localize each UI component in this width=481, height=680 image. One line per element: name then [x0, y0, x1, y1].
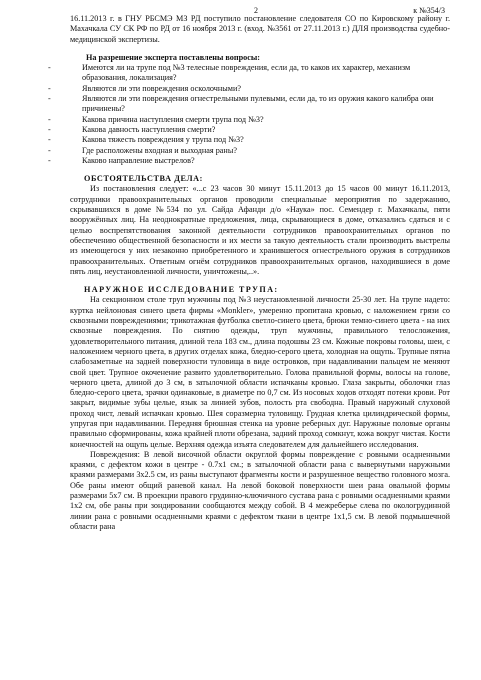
question-item: - Имеются ли на трупе под №3 телесные повреждения, если да, то каков их характер, механизм образования, локализация? — [70, 63, 450, 84]
question-item: - Являются ли эти повреждения осколочными? — [70, 84, 450, 94]
questions-title: На разрешение эксперта поставлены вопросы: — [86, 52, 260, 62]
question-item: - Где расположены входная и выходная раны? — [70, 146, 450, 156]
circumstances-paragraph: Из постановления следует: «...с 23 часов 30 минут 15.11.2013 до 15 часов 00 минут 16.11.2013, сотрудники правоохранительных органов проводили специальные мероприятия по задержанию, скрывавшихся в доме №534 по ул. Сайда Афанди д/о «Наука» пос. Семендер г. Махачкалы, пяти вооружённых лиц. На неоднократные предложения, лица, скрывающиеся в доме, отказались сдаться и с целью воспрепятствования законной деятельности сотрудников правоохранительных органов по обеспечению общественной безопасности и их мести за такую деятельность стали производить выстрелы из имеющегося у них незаконно приобретенного и хранившегося огнестрельного оружия в сотрудников правоохранительных. Ответным огнём сотрудников правоохранительных органов, находившиеся в доме пять лиц, неустановленной личности, уничтожены,..». — [70, 184, 450, 276]
external-exam-heading: НАРУЖНОЕ ИССЛЕДОВАНИЕ ТРУПА: — [84, 285, 279, 295]
question-item: - Какова тяжесть повреждения у трупа под №3? — [70, 135, 450, 145]
external-exam-paragraph: На секционном столе труп мужчины под №3 неустановленной личности 25-30 лет. На трупе надето: куртка нейлоновая синего цвета фирмы «Monkler», умеренно пропитана кровью, с наложением грязи со сквозными повреждениями; трикотажная футболка светло-синего цвета, брюки темно-синего цвета - на них сквозные повреждения. По снятию одежды, труп мужчины, правильного телосложения, удовлетворительного питания, длиной тела 183 см., длина подошвы 23 см. Кожные покровы головы, шеи, с наложением черного цвета, в других отделах кожа, бледно-серого цвета, холодная на ощупь. Трупные пятна слабозаметные на задней поверхности туловища в виде островков, при надавливании пальцем не меняют свой цвет. Трупное окоченение развито удовлетворительно. Голова правильной формы, волосы на голове, черного цвета, длиной до 3 см, в затылочной области испачканы кровью. Глаза закрыты, оболочки глаз бледно-серого цвета, зрачки одинаковые, в диаметре по 0,7 см. Из носовых ходов отходят потеки крови. Рот закрыт, видимые зубы целые, язык за линией зубов, полость рта свободна. Правый наружный слуховой проход чист, левый испачкан кровью. Шея соразмерна туловищу. Грудная клетка цилиндрической формы, упругая при надавливании. Передняя брюшная стенка на уровне реберных дуг. Наружные половые органы правильно сформированы, кожа крайней плоти обрезана, задний проход сомкнут, кожа вокруг чистая. Кости конечностей на ощупь целые. Верхняя одежда изъята следователем для дальнейшего исследования. — [70, 295, 450, 449]
questions-list — [70, 63, 450, 166]
intro-paragraph: 16.11.2013 г. в ГНУ РБСМЭ МЗ РД поступило постановление следователя СО по Кировскому району г. Махачкала СУ СК РФ по РД от 16 ноября 2013 г. (вход. №3561 от 27.11.2013 г.) ДЛЯ производства судебно-медицинской экспертизы. — [70, 14, 450, 44]
page-number: 2 — [254, 6, 258, 15]
question-item: - Являются ли эти повреждения огнестрельными пулевыми, если да, то из оружия какого калибра они причинены? — [70, 94, 450, 115]
injuries-paragraph: Повреждения: В левой височной области округлой формы повреждение с ровными осадненными краями, с дефектом кожи в центре - 0.7х1 см.; в затылочной области рана с вывернутыми наружными краями размерами 3х2.5 см, из раны выступают фрагменты кости и разрушенное вещество головного мозга. Обе раны имеют общий раневой канал. На левой боковой поверхности шеи рана овальной формы размерами 5х7 см. В проекции правого грудинно-ключичного сустава рана с ровными осадненными краями 1х2 см, обе раны при зондировании сообщаются между собой. В 4 межреберье слева по окологрудинной линии рана с ровными осадненными краями с дефектом ткани в центре 1х1,5 см. В левой подмышечной области рана — [70, 449, 450, 531]
case-number: к №354/3 — [413, 6, 445, 15]
circumstances-heading: ОБСТОЯТЕЛЬСТВА ДЕЛА: — [84, 174, 203, 184]
document-body — [70, 14, 450, 532]
question-item: - Какова причина наступления смерти трупа под №3? — [70, 115, 450, 125]
question-item: - Каково направление выстрелов? — [70, 156, 450, 166]
question-item: - Какова давность наступления смерти? — [70, 125, 450, 135]
